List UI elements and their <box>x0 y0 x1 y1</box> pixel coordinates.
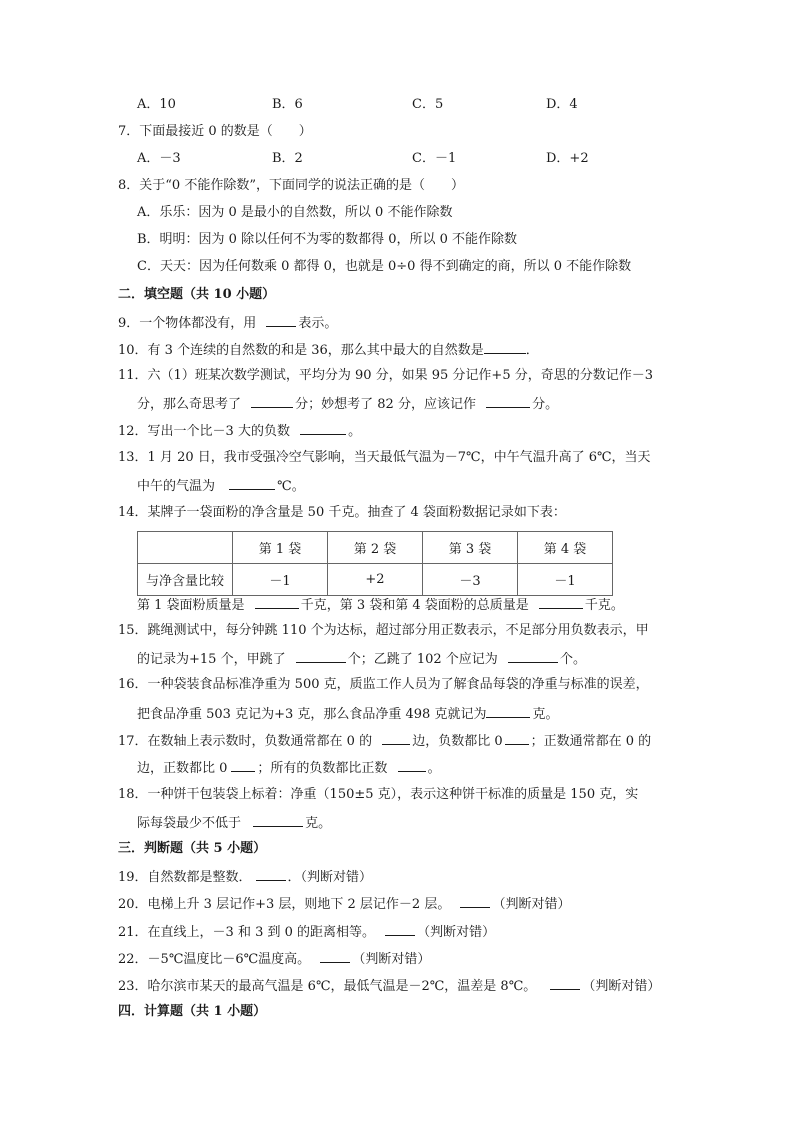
q13-line-1: 13．1 月 20 日，我市受强冷空气影响，当天最低气温为－7℃，中午气温升高了 6℃，当天 <box>118 450 651 465</box>
q14-text-a: 第 1 袋面粉质量是 <box>137 598 245 613</box>
q17-text-f: 。 <box>427 761 441 776</box>
q13-text-a: 中午的气温为 <box>137 479 216 494</box>
q15-text-a: 的记录为+15 个，甲跳了 <box>137 652 286 667</box>
q14-text-b: 千克，第 3 袋和第 4 袋面粉的总质量是 <box>300 598 529 613</box>
table-cell: －3 <box>423 564 518 596</box>
q20 <box>118 894 570 914</box>
q6-option-c[interactable]: C．5 <box>412 97 444 112</box>
table-cell: +2 <box>328 564 423 596</box>
q14-answer-blank-2[interactable] <box>539 595 583 609</box>
q23-answer-blank[interactable] <box>550 976 580 990</box>
q11-line-1: 11．六（1）班某次数学测试，平均分为 90 分，如果 95 分记作+5 分，奇思的分数记作－3 <box>118 368 653 383</box>
q8-option-a[interactable]: A．乐乐：因为 0 是最小的自然数，所以 0 不能作除数 <box>137 205 453 220</box>
q13-line-2 <box>137 476 305 496</box>
q10-text-b: ． <box>525 343 539 358</box>
q17-answer-blank-1[interactable] <box>382 731 410 745</box>
q6-option-b[interactable]: B．6 <box>272 97 303 112</box>
q16-line-1: 16．一种袋装食品标准净重为 500 克，质监工作人员为了解食品每袋的净重与标准的误差， <box>118 677 649 692</box>
q20-text-a: 20．电梯上升 3 层记作+3 层，则地下 2 层记作－2 层。 <box>118 897 451 912</box>
q15-line-2 <box>137 649 586 669</box>
q12-answer-blank[interactable] <box>300 421 346 435</box>
q18-text-a: 际每袋最少不低于 <box>137 816 242 831</box>
section-2-heading: 二．填空题（共 10 小题） <box>118 287 276 302</box>
q10 <box>118 340 539 360</box>
q7-option-b[interactable]: B．2 <box>272 151 303 166</box>
q11-text-b: 分；妙想考了 82 分，应该记作 <box>295 397 476 412</box>
q14-stem: 14．某牌子一袋面粉的净含量是 50 千克。抽查了 4 袋面粉数据记录如下表： <box>118 505 566 520</box>
table-header-cell: 第 3 袋 <box>423 532 518 564</box>
q7-stem: 7．下面最接近 0 的数是（ ） <box>118 124 312 139</box>
q13-text-b: ℃。 <box>277 479 305 494</box>
q19-text-a: 19．自然数都是整数． <box>118 870 252 885</box>
q17-answer-blank-2[interactable] <box>505 731 529 745</box>
q23-text-b: （判断对错） <box>582 979 661 994</box>
section-4-heading: 四．计算题（共 1 小题） <box>118 1004 267 1019</box>
q17-text-a: 17．在数轴上表示数时，负数通常都在 0 的 <box>118 734 373 749</box>
q21-answer-blank[interactable] <box>385 922 415 936</box>
q19 <box>118 867 372 887</box>
q10-answer-blank[interactable] <box>484 340 526 354</box>
q15-text-c: 个。 <box>559 652 586 667</box>
q17-text-b: 边，负数都比 0 <box>412 734 503 749</box>
q12-text-b: 。 <box>348 424 362 439</box>
table-cell: －1 <box>518 564 613 596</box>
q14-answer-blank-1[interactable] <box>255 595 299 609</box>
q16-text-b: 克。 <box>532 707 559 722</box>
q19-answer-blank[interactable] <box>256 867 286 881</box>
q6-option-a[interactable]: A．10 <box>137 97 176 112</box>
q8-option-c[interactable]: C．天天：因为任何数乘 0 都得 0，也就是 0÷0 得不到确定的商，所以 0 不能作除数 <box>137 259 632 274</box>
q22-text-b: （判断对错） <box>352 952 431 967</box>
q11-line-2 <box>137 394 558 414</box>
q20-text-b: （判断对错） <box>492 897 571 912</box>
q19-text-b: ．（判断对错） <box>287 870 373 885</box>
q12-text-a: 12．写出一个比－3 大的负数 <box>118 424 290 439</box>
q9-text-a: 9．一个物体都没有，用 <box>118 316 257 331</box>
q11-text-a: 分，那么奇思考了 <box>137 397 242 412</box>
q18-line-1: 18．一种饼干包装袋上标着：净重（150±5 克），表示这种饼干标准的质量是 150 克，实 <box>118 787 639 802</box>
table-row <box>138 564 613 596</box>
q8-stem: 8．关于“0 不能作除数”，下面同学的说法正确的是（ ） <box>118 178 464 193</box>
section-3-heading: 三．判断题（共 5 小题） <box>118 841 267 856</box>
q18-text-b: 克。 <box>305 816 332 831</box>
q17-text-e: ；所有的负数都比正数 <box>257 761 388 776</box>
q17-text-d: 边，正数都比 0 <box>137 761 228 776</box>
q12 <box>118 421 361 441</box>
q11-text-c: 分。 <box>532 397 559 412</box>
q8-option-b[interactable]: B．明明：因为 0 除以任何不为零的数都得 0，所以 0 不能作除数 <box>137 232 518 247</box>
q22-text-a: 22．－5℃温度比－6℃温度高。 <box>118 952 311 967</box>
q17-line-1 <box>118 731 651 751</box>
q22 <box>118 949 430 969</box>
q13-answer-blank[interactable] <box>229 476 275 490</box>
q21-text-b: （判断对错） <box>417 925 496 940</box>
q18-answer-blank[interactable] <box>253 813 303 827</box>
q9-answer-blank[interactable] <box>266 313 296 327</box>
q15-answer-blank-2[interactable] <box>508 649 558 663</box>
q15-line-1: 15．跳绳测试中，每分钟跳 110 个为达标，超过部分用正数表示，不足部分用负数表示，甲 <box>118 623 649 638</box>
q17-answer-blank-3[interactable] <box>231 758 255 772</box>
q17-answer-blank-4[interactable] <box>398 758 426 772</box>
q9 <box>118 313 337 333</box>
q7-option-c[interactable]: C．－1 <box>412 151 457 166</box>
q22-answer-blank[interactable] <box>320 949 350 963</box>
table-row-label: 与净含量比较 <box>138 564 233 596</box>
table-cell: －1 <box>233 564 328 596</box>
q17-line-2 <box>137 758 441 778</box>
q21 <box>118 922 495 942</box>
q6-option-d[interactable]: D．4 <box>546 97 578 112</box>
q15-answer-blank-1[interactable] <box>296 649 346 663</box>
table-header-cell: 第 2 袋 <box>328 532 423 564</box>
q23 <box>118 976 660 996</box>
q20-answer-blank[interactable] <box>460 894 490 908</box>
q7-option-d[interactable]: D．+2 <box>546 151 589 166</box>
q10-text-a: 10．有 3 个连续的自然数的和是 36，那么其中最大的自然数是 <box>118 343 484 358</box>
q16-text-a: 把食品净重 503 克记为+3 克，那么食品净重 498 克就记为 <box>137 707 487 722</box>
table-header-cell: 第 1 袋 <box>233 532 328 564</box>
q21-text-a: 21．在直线上，－3 和 3 到 0 的距离相等。 <box>118 925 376 940</box>
table-header-row <box>138 532 613 564</box>
q14-data-table <box>137 531 613 596</box>
q9-text-b: 表示。 <box>298 316 338 331</box>
q16-answer-blank[interactable] <box>486 704 530 718</box>
q17-text-c: ；正数通常都在 0 的 <box>530 734 652 749</box>
table-header-cell <box>138 532 233 564</box>
q11-answer-blank-2[interactable] <box>486 394 530 408</box>
q23-text-a: 23．哈尔滨市某天的最高气温是 6℃，最低气温是－2℃，温差是 8℃。 <box>118 979 537 994</box>
q14-question <box>137 595 624 615</box>
q7-option-a[interactable]: A．－3 <box>137 151 181 166</box>
q16-line-2 <box>137 704 558 724</box>
q11-answer-blank-1[interactable] <box>251 394 293 408</box>
table-header-cell: 第 4 袋 <box>518 532 613 564</box>
q14-text-c: 千克。 <box>584 598 624 613</box>
q18-line-2 <box>137 813 331 833</box>
q15-text-b: 个；乙跳了 102 个应记为 <box>347 652 498 667</box>
